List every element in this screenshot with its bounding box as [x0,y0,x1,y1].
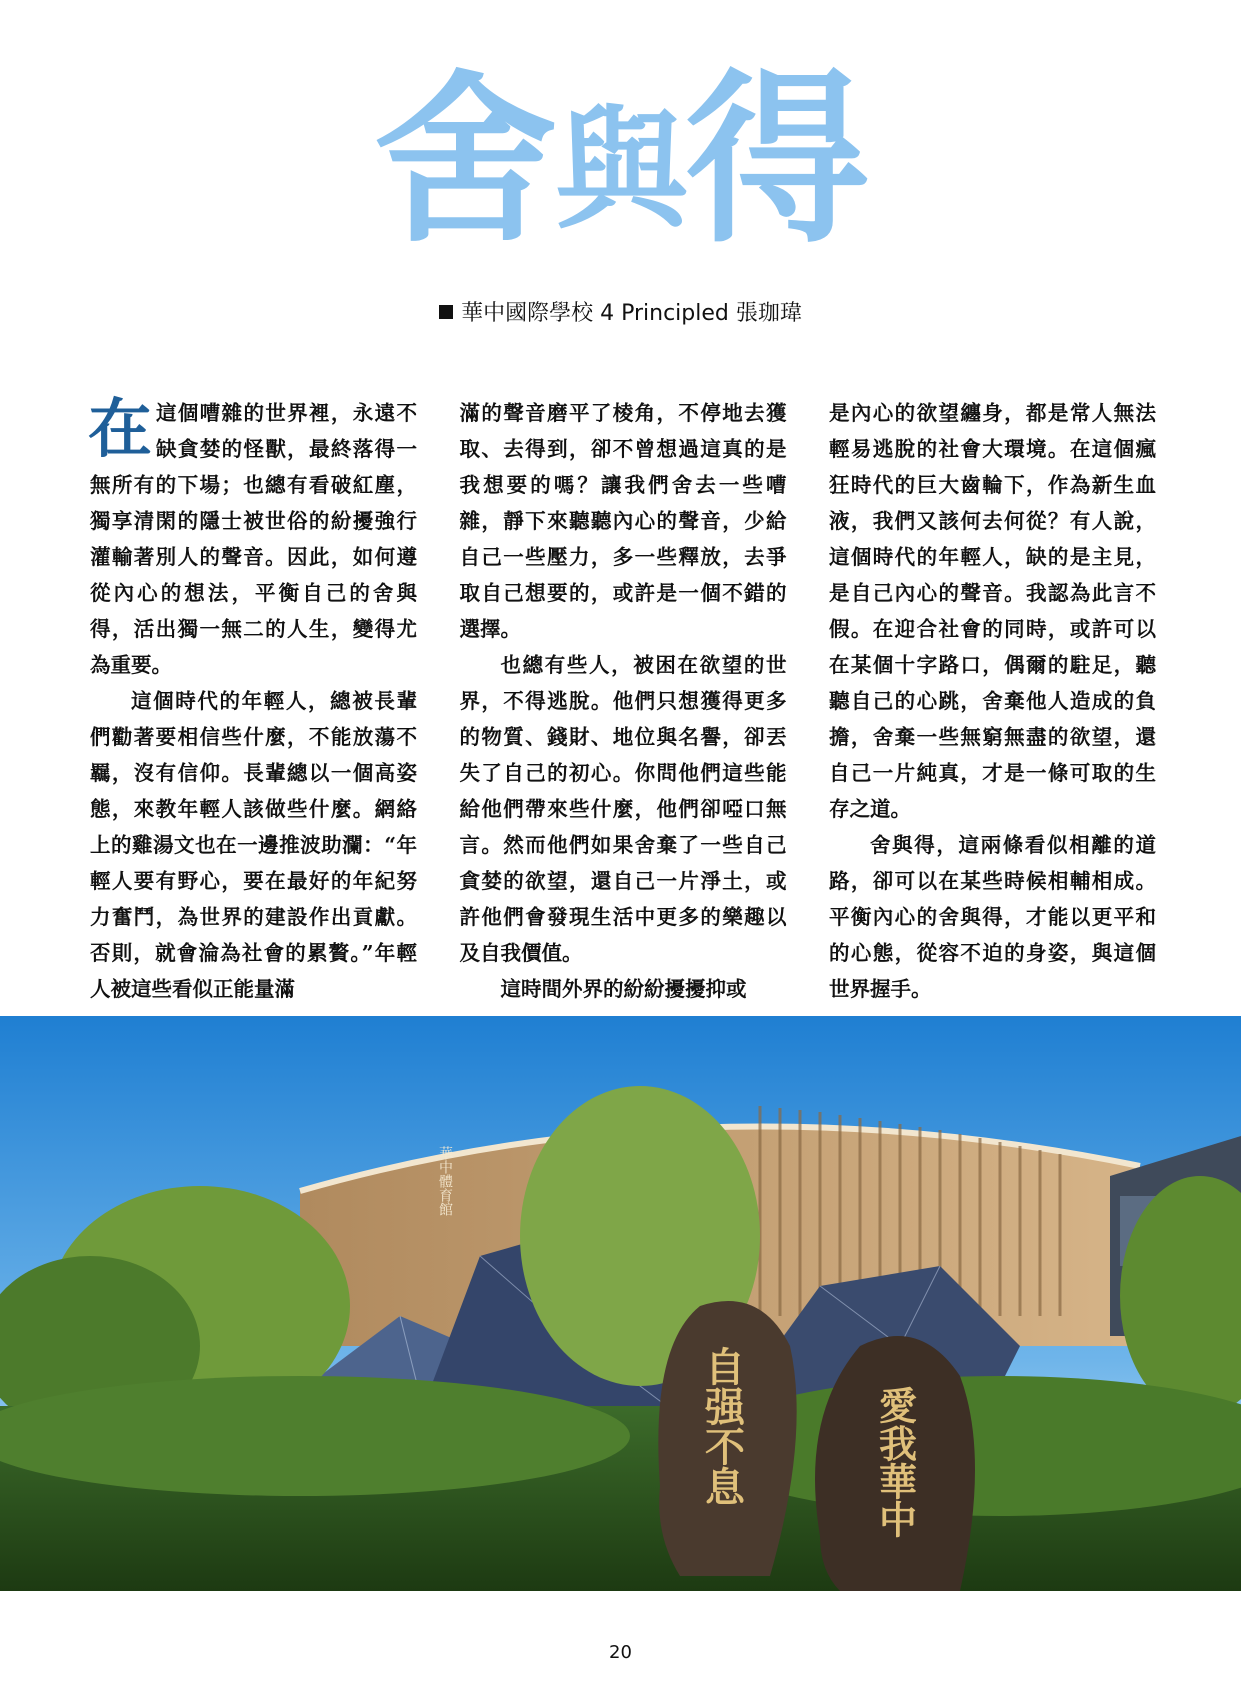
paragraph: 是內心的欲望纏身，都是常人無法輕易逃脫的社會大環境。在這個瘋狂時代的巨大齒輪下，作為新生血液，我們又該何去何從？有人說，這個時代的年輕人，缺的是主見，是自己內心的聲音。我認為此言不假。在迎合社會的同時，或許可以在某個十字路口，偶爾的駐足，聽聽自己的心跳，舍棄他人造成的負擔，舍棄一些無窮無盡的欲望，還自己一片純真，才是一條可取的生存之道。 [829,401,1156,821]
column-2 [459,395,787,1001]
paragraph: 舍與得，這兩條看似相離的道路，卻可以在某些時候相輔相成。平衡內心的舍與得，才能以更平和的心態，從容不迫的身姿，與這個世界握手。 [829,833,1156,1001]
article-body [88,392,1156,1001]
paragraph: 滿的聲音磨平了棱角，不停地去獲取、去得到，卻不曾想過這真的是我想要的嗎？讓我們舍去一些嘈雜，靜下來聽聽內心的聲音，少給自己一些壓力，多一些釋放，去爭取自己想要的，或許是一個不錯的選擇。 [459,401,787,641]
paragraph: 也總有些人，被困在欲望的世界，不得逃脫。他們只想獲得更多的物質、錢財、地位與名譽，卻丟失了自己的初心。你問他們這些能給他們帶來些什麼，他們卻啞口無言。然而他們如果舍棄了一些自己貪婪的欲望，還自己一片淨土，或許他們會發現生活中更多的樂趣以及自我價值。 [459,653,787,965]
page-number: 20 [609,1642,632,1663]
rock-left-inscription: 自强不息 [698,1346,746,1506]
paragraph: 這時間外界的紛紛擾擾抑或 [500,977,747,1001]
rock-right-inscription: 愛我華中 [872,1386,918,1538]
drop-cap: 在 [88,392,152,467]
column-3 [829,395,1156,1001]
paragraph [88,392,417,683]
campus-photo [0,1016,1241,1591]
column-1 [88,392,417,1001]
title-char-2: 與 [555,93,686,248]
byline [0,296,1241,327]
paragraph: 這個時代的年輕人，總被長輩們勸著要相信些什麼，不能放蕩不羈，沒有信仰。長輩總以一個高姿態，來教年輕人該做些什麼。網絡上的雞湯文也在一邊推波助瀾：“年輕人要有野心，要在最好的年紀努力奮鬥，為世界的建設作出貢獻。否則，就會淪為社會的累贅。”年輕人被這些看似正能量滿 [90,689,417,1001]
building-sign: 華中體育館 [437,1146,453,1216]
square-bullet-icon [439,305,453,319]
article-title [0,52,1241,268]
title-char-1: 舍 [373,52,556,268]
byline-text: 華中國際學校 4 Principled 張珈瑋 [461,301,802,326]
paragraph-text: 這個嘈雜的世界裡，永遠不缺貪婪的怪獸，最終落得一無所有的下場；也總有看破紅塵，獨享清閑的隱士被世俗的紛擾強行灌輸著別人的聲音。因此，如何遵從內心的想法，平衡自己的舍與得，活出獨一無二的人生，變得尤為重要。 [90,401,417,677]
title-char-3: 得 [685,52,868,268]
